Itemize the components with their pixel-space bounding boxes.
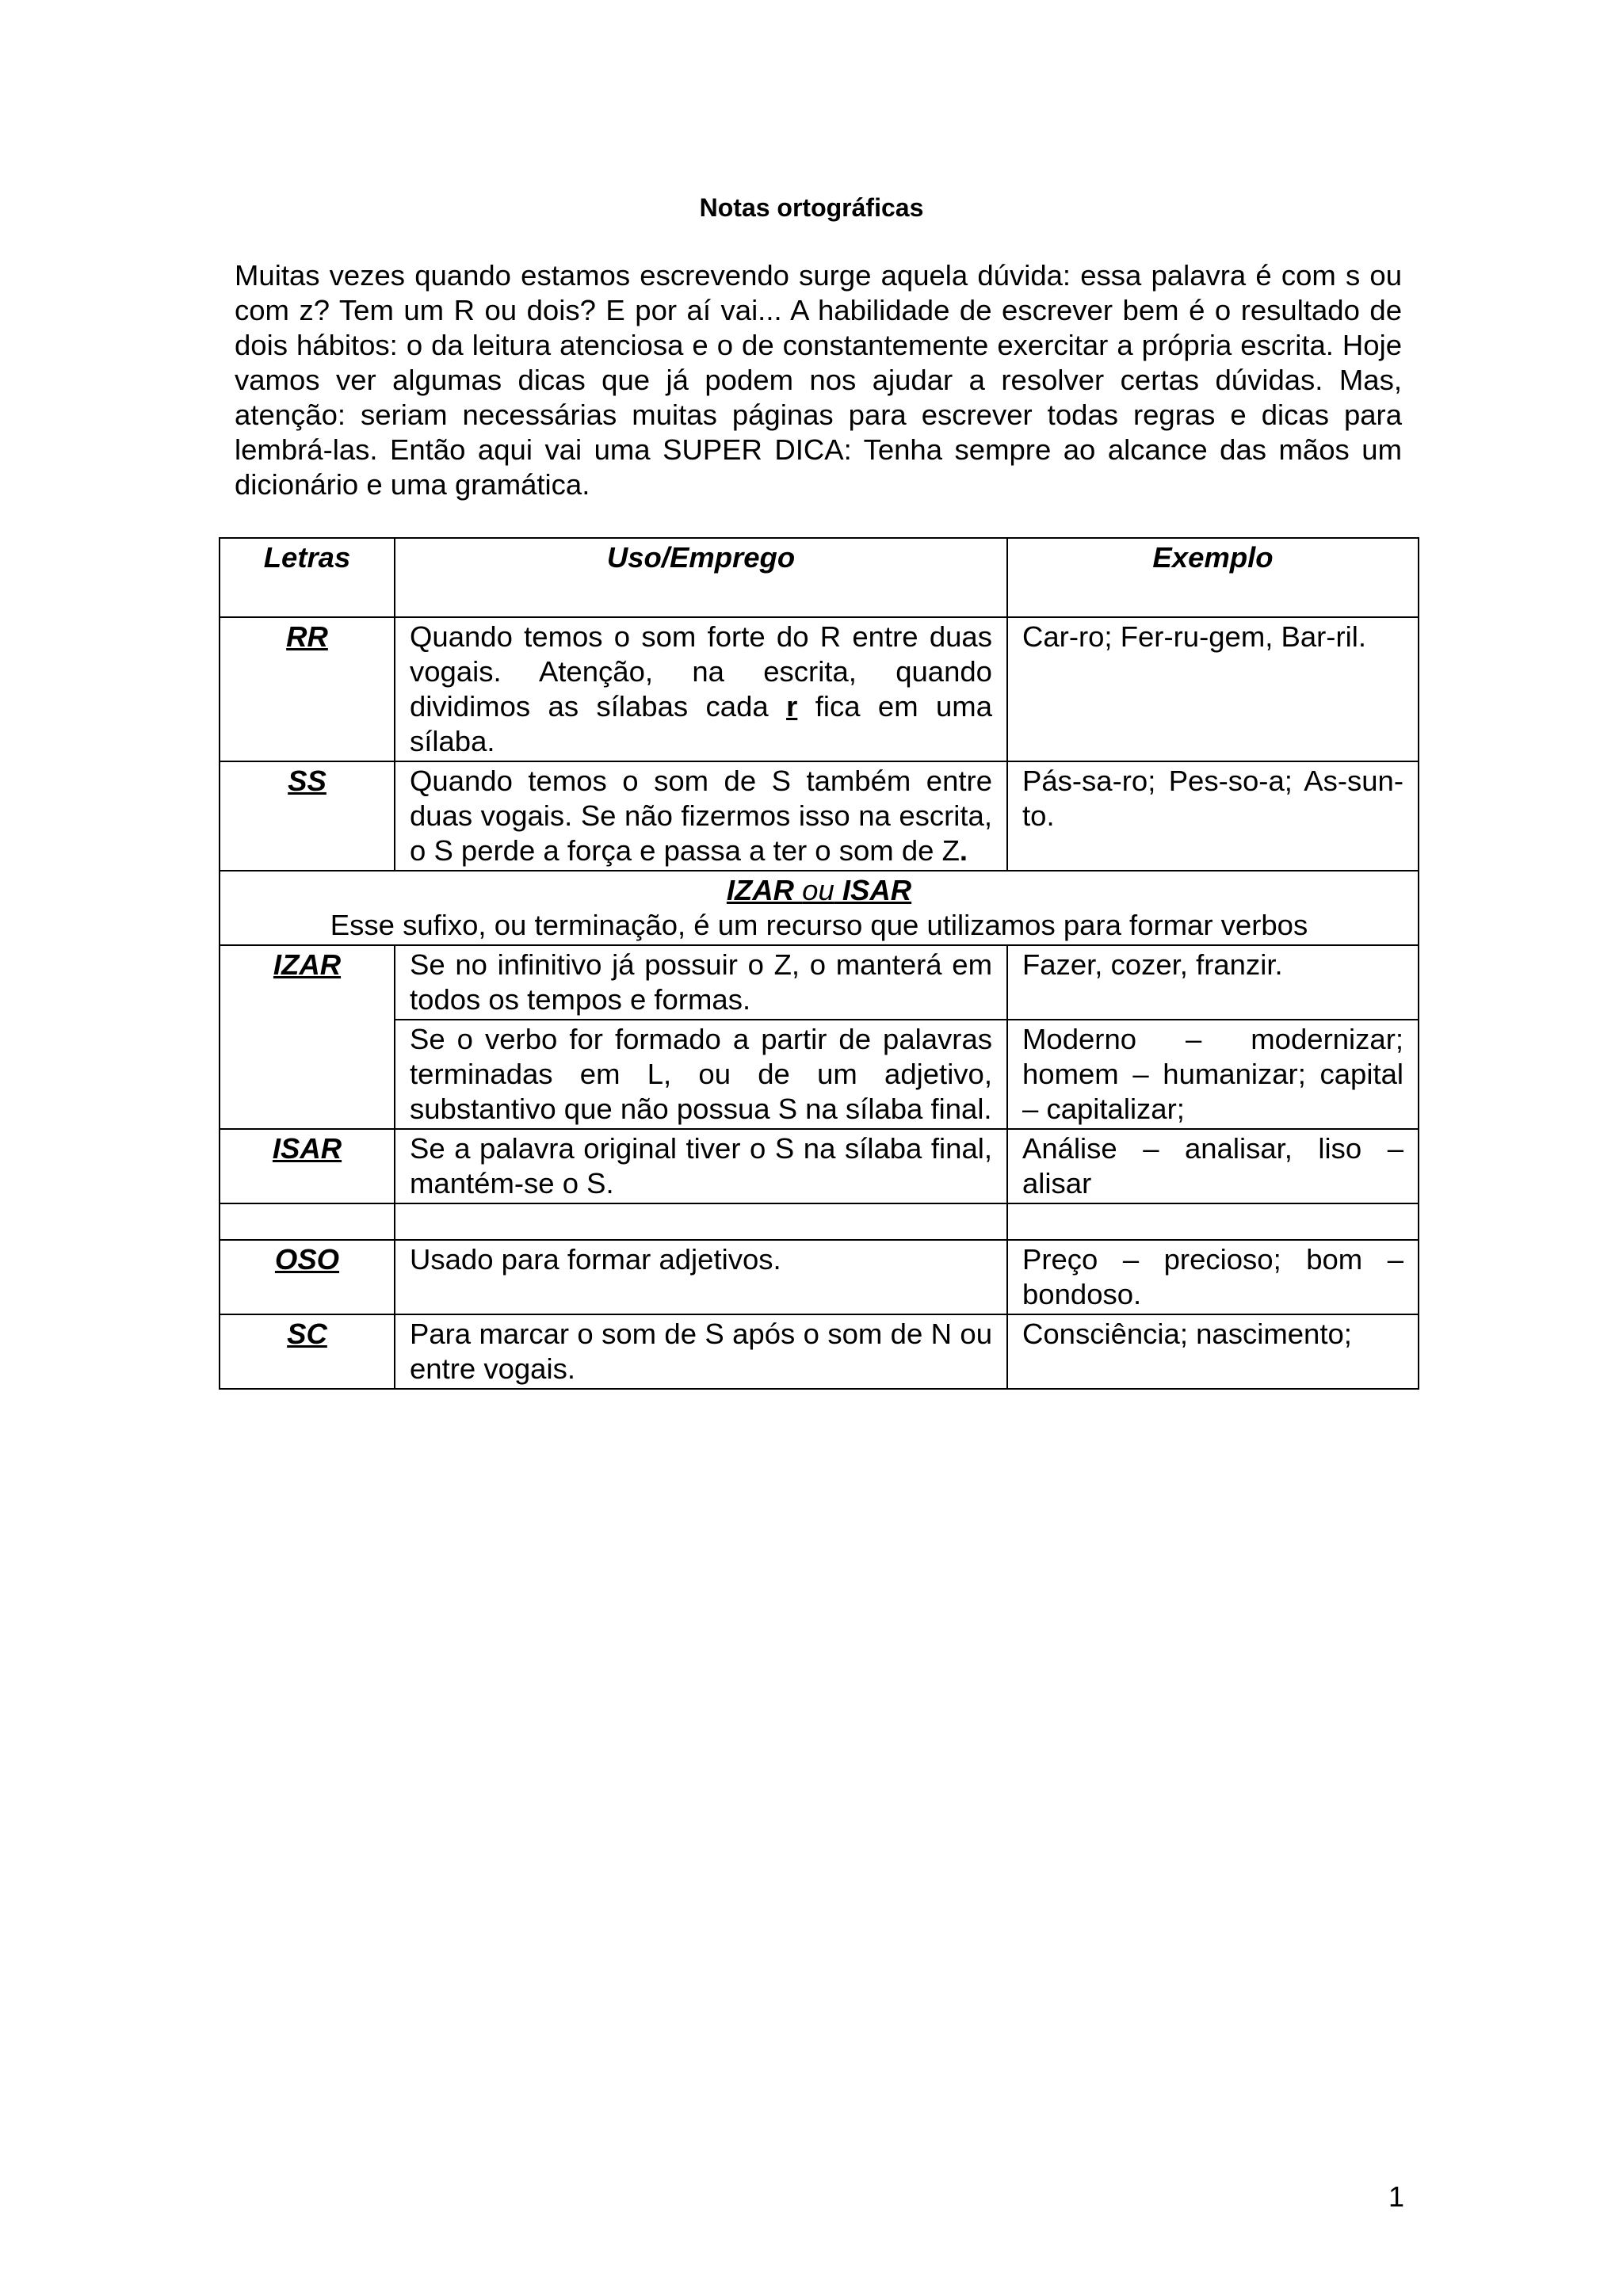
uso-rr: Quando temos o som forte do R entre duas vogais. Atenção, na escrita, quando dividimos as sílabas cada r fica em uma sílaba. xyxy=(395,617,1007,761)
intro-paragraph: Muitas vezes quando estamos escrevendo surge aquela dúvida: essa palavra é com s ou com z? Tem um R ou dois? E por aí vai... A habilidade de escrever bem é o resultado de dois hábitos: o da leitura atenciosa e o de constantemente exercitar a própria escrita. Hoje vamos ver algumas dicas que já podem nos ajudar a resolver certas dúvidas. Mas, atenção: seriam necessárias muitas páginas para escrever todas regras e dicas para lembrá-las. Então aqui vai uma SUPER DICA: Tenha sempre ao alcance das mãos um dicionário e uma gramática. xyxy=(235,259,1402,501)
row-empty xyxy=(220,1203,1419,1240)
empty-cell xyxy=(395,1203,1007,1240)
row-rr xyxy=(220,617,1419,761)
letter-oso: OSO xyxy=(220,1240,395,1314)
spelling-table xyxy=(219,537,1419,1390)
uso-izar-2: Se o verbo for formado a partir de palavras terminadas em L, ou de um adjetivo, substantivo que não possua S na sílaba final. xyxy=(395,1020,1007,1129)
row-section-izar-isar xyxy=(220,871,1419,945)
header-exemplo: Exemplo xyxy=(1007,538,1419,617)
empty-cell xyxy=(1007,1203,1419,1240)
letter-izar: IZAR xyxy=(220,945,395,1129)
underlined-r: r xyxy=(786,690,798,723)
row-oso xyxy=(220,1240,1419,1314)
empty-cell xyxy=(220,1203,395,1240)
row-ss xyxy=(220,761,1419,871)
section-description: Esse sufixo, ou terminação, é um recurso que utilizamos para formar verbos xyxy=(330,909,1308,941)
row-sc xyxy=(220,1314,1419,1389)
letter-ss: SS xyxy=(220,761,395,871)
section-heading: IZAR ou ISAR xyxy=(726,874,912,906)
row-izar-2 xyxy=(220,1020,1419,1129)
row-isar xyxy=(220,1129,1419,1203)
exemplo-sc: Consciência; nascimento; xyxy=(1007,1314,1419,1389)
exemplo-oso: Preço – precioso; bom – bondoso. xyxy=(1007,1240,1419,1314)
uso-oso: Usado para formar adjetivos. xyxy=(395,1240,1007,1314)
document-title: Notas ortográficas xyxy=(699,193,924,222)
letter-sc: SC xyxy=(220,1314,395,1389)
uso-isar: Se a palavra original tiver o S na sílaba final, mantém-se o S. xyxy=(395,1129,1007,1203)
page-number: 1 xyxy=(1388,2180,1404,2213)
letter-rr: RR xyxy=(220,617,395,761)
letter-isar: ISAR xyxy=(220,1129,395,1203)
exemplo-izar-1: Fazer, cozer, franzir. xyxy=(1007,945,1419,1020)
exemplo-ss: Pás-sa-ro; Pes-so-a; As-sun-to. xyxy=(1007,761,1419,871)
row-izar-1 xyxy=(220,945,1419,1020)
header-row xyxy=(220,538,1419,617)
exemplo-rr: Car-ro; Fer-ru-gem, Bar-ril. xyxy=(1007,617,1419,761)
section-izar-isar xyxy=(220,871,1419,945)
exemplo-isar: Análise – analisar, liso – alisar xyxy=(1007,1129,1419,1203)
uso-ss: Quando temos o som de S também entre duas vogais. Se não fizermos isso na escrita, o S perde a força e passa a ter o som de Z. xyxy=(395,761,1007,871)
header-letras: Letras xyxy=(220,538,395,617)
header-uso: Uso/Emprego xyxy=(395,538,1007,617)
uso-izar-1: Se no infinitivo já possuir o Z, o manterá em todos os tempos e formas. xyxy=(395,945,1007,1020)
uso-sc: Para marcar o som de S após o som de N ou entre vogais. xyxy=(395,1314,1007,1389)
exemplo-izar-2: Moderno – modernizar; homem – humanizar; capital – capitalizar; xyxy=(1007,1020,1419,1129)
